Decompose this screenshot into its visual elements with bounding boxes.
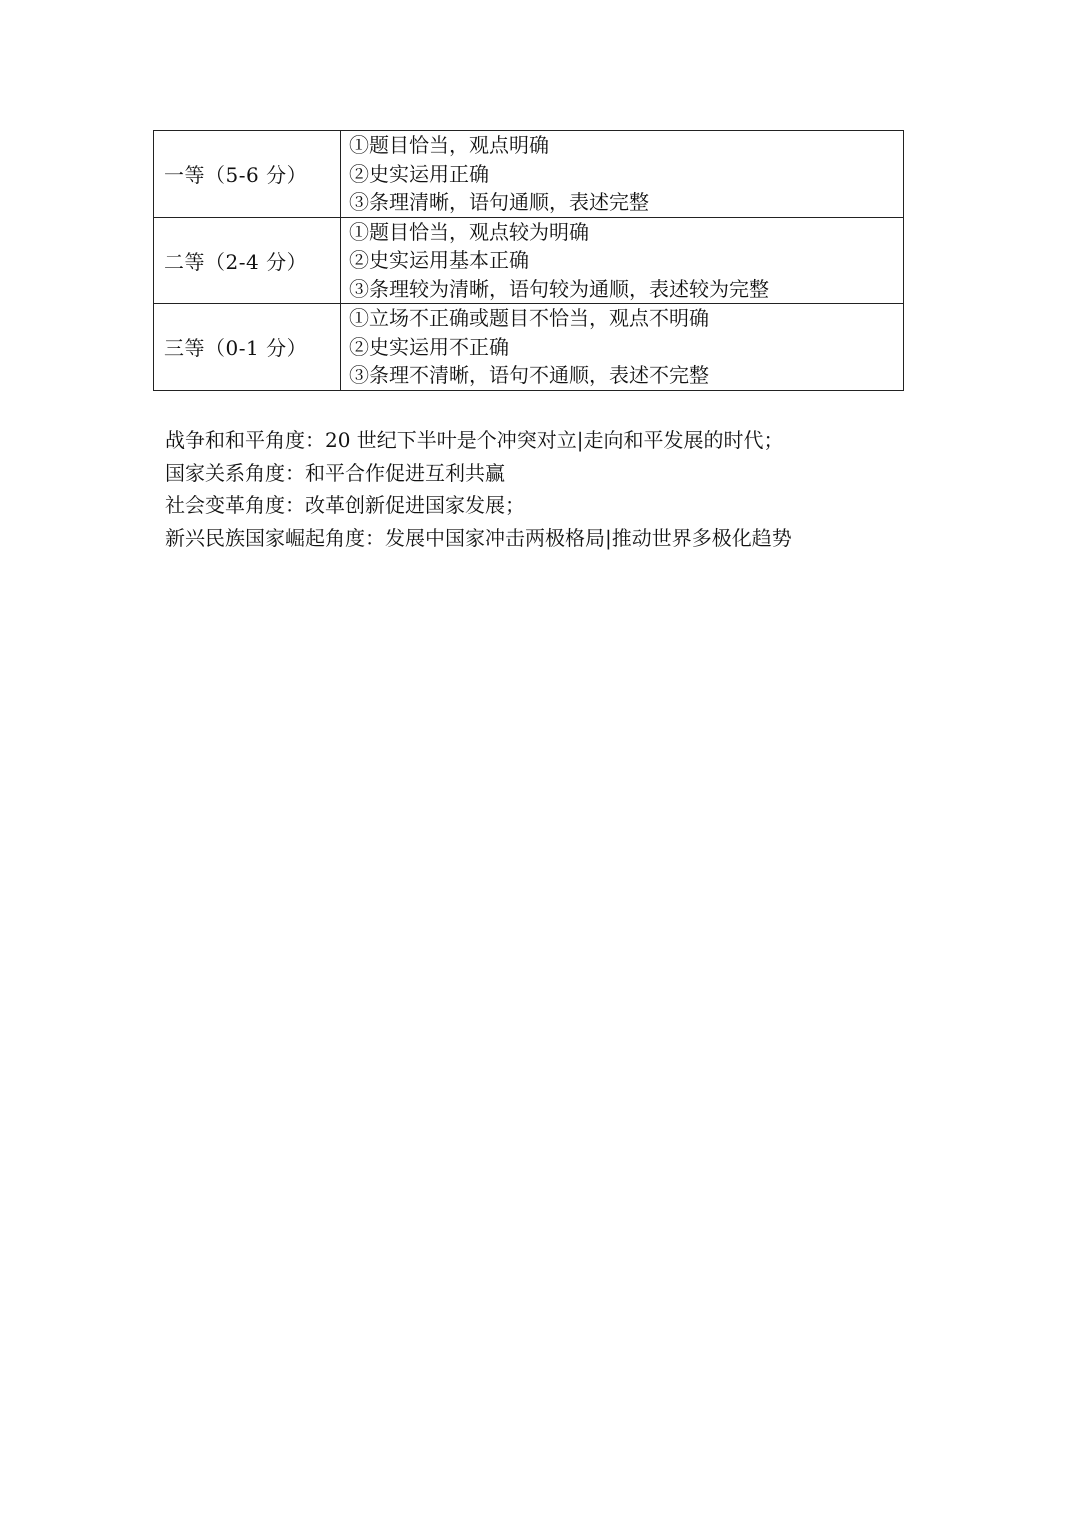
grading-rubric-table — [153, 130, 904, 391]
criterion-line: ①立场不正确或题目不恰当，观点不明确 — [349, 306, 709, 330]
criterion-line: ②史实运用基本正确 — [349, 248, 529, 272]
criterion-line: ③条理不清晰，语句不通顺，表述不完整 — [349, 363, 709, 387]
perspective-list — [165, 424, 925, 554]
criterion-line: ②史实运用正确 — [349, 161, 489, 186]
criteria-cell — [341, 131, 904, 218]
criterion-line: ①题目恰当，观点较为明确 — [349, 219, 589, 244]
table-row — [154, 304, 904, 391]
table-row — [154, 217, 904, 304]
table-row — [154, 131, 904, 218]
perspective-item: 社会变革角度：改革创新促进国家发展； — [165, 493, 525, 517]
grade-cell: 一等（5-6 分） — [154, 131, 341, 218]
criterion-line: ③条理较为清晰，语句较为通顺，表述较为完整 — [349, 276, 769, 301]
perspective-item: 战争和和平角度：20 世纪下半叶是个冲突对立|走向和平发展的时代； — [165, 428, 784, 452]
criterion-line: ③条理清晰，语句通顺，表述完整 — [349, 190, 649, 214]
perspective-item: 新兴民族国家崛起角度：发展中国家冲击两极格局|推动世界多极化趋势 — [165, 525, 792, 550]
perspective-item: 国家关系角度：和平合作促进互利共赢 — [165, 460, 505, 485]
criteria-cell — [341, 217, 904, 304]
criterion-line: ①题目恰当，观点明确 — [349, 133, 549, 157]
criterion-line: ②史实运用不正确 — [349, 334, 509, 359]
grade-cell: 二等（2-4 分） — [154, 217, 341, 304]
grade-cell: 三等（0-1 分） — [154, 304, 341, 391]
criteria-cell — [341, 304, 904, 391]
